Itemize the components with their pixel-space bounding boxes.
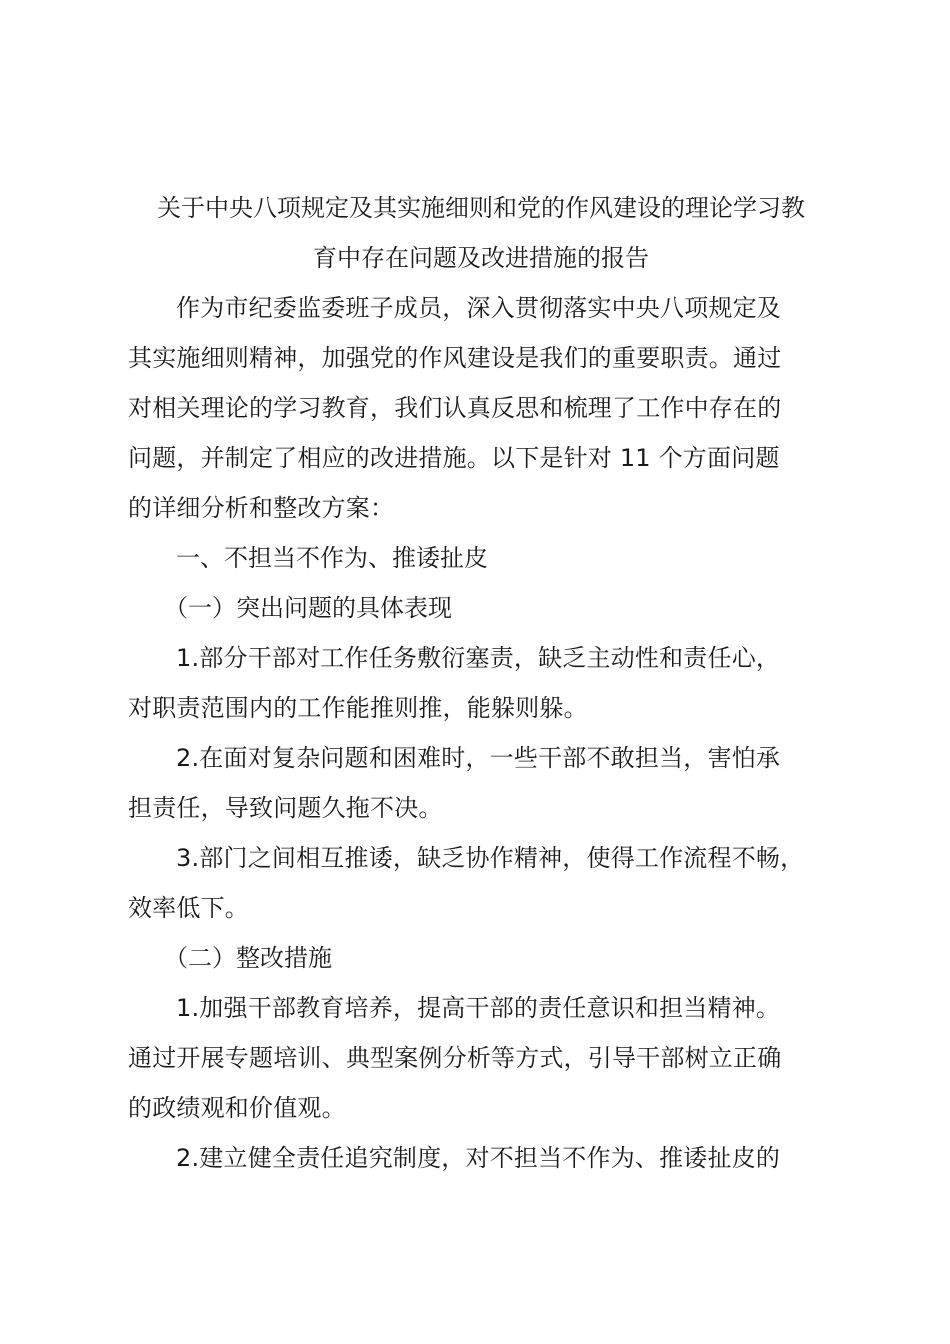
intro-line: 的详细分析和整改方案： (128, 494, 395, 522)
measure-item-1 (128, 983, 834, 1133)
measure-line: 的政绩观和价值观。 (128, 1094, 346, 1122)
measure-line: 通过开展专题培训、典型案例分析等方式，引导干部树立正确 (128, 1044, 782, 1072)
intro-line: 作为市纪委监委班子成员，深入贯彻落实中央八项规定及 (176, 294, 781, 322)
problem-item-3 (128, 833, 834, 933)
section-heading-1 (128, 533, 834, 583)
intro-line: 对相关理论的学习教育，我们认真反思和梳理了工作中存在的 (128, 394, 782, 422)
problem-line: 3.部门之间相互推诿，缺乏协作精神，使得工作流程不畅， (176, 844, 805, 872)
problem-line: 1.部分干部对工作任务敷衍塞责，缺乏主动性和责任心， (176, 644, 781, 672)
subsection-heading-problems (128, 583, 834, 633)
problem-item-1 (128, 633, 834, 733)
measure-line: 2.建立健全责任追究制度，对不担当不作为、推诿扯皮的 (176, 1144, 781, 1172)
title-line-1: 关于中央八项规定及其实施细则和党的作风建设的理论学习教 (157, 194, 805, 222)
problem-line: 担责任，导致问题久拖不决。 (128, 794, 443, 822)
subsection-heading-text: （二）整改措施 (164, 944, 332, 972)
problem-line: 效率低下。 (128, 894, 249, 922)
intro-line: 问题，并制定了相应的改进措施。以下是针对 11 个方面问题 (128, 444, 780, 472)
subsection-heading-text: （一）突出问题的具体表现 (164, 594, 452, 622)
problem-line: 2.在面对复杂问题和困难时，一些干部不敢担当，害怕承 (176, 744, 781, 772)
intro-line: 其实施细则精神，加强党的作风建设是我们的重要职责。通过 (128, 344, 782, 372)
document-body (128, 183, 834, 1183)
document-title (128, 183, 834, 283)
measure-line: 1.加强干部教育培养，提高干部的责任意识和担当精神。 (176, 994, 781, 1022)
subsection-heading-measures (128, 933, 834, 983)
section-heading-text: 一、不担当不作为、推诿扯皮 (176, 544, 488, 572)
title-line-2: 育中存在问题及改进措施的报告 (313, 244, 649, 272)
problem-line: 对职责范围内的工作能推则推，能躲则躲。 (128, 694, 588, 722)
problem-item-2 (128, 733, 834, 833)
measure-item-2 (128, 1133, 834, 1183)
intro-paragraph (128, 283, 834, 533)
